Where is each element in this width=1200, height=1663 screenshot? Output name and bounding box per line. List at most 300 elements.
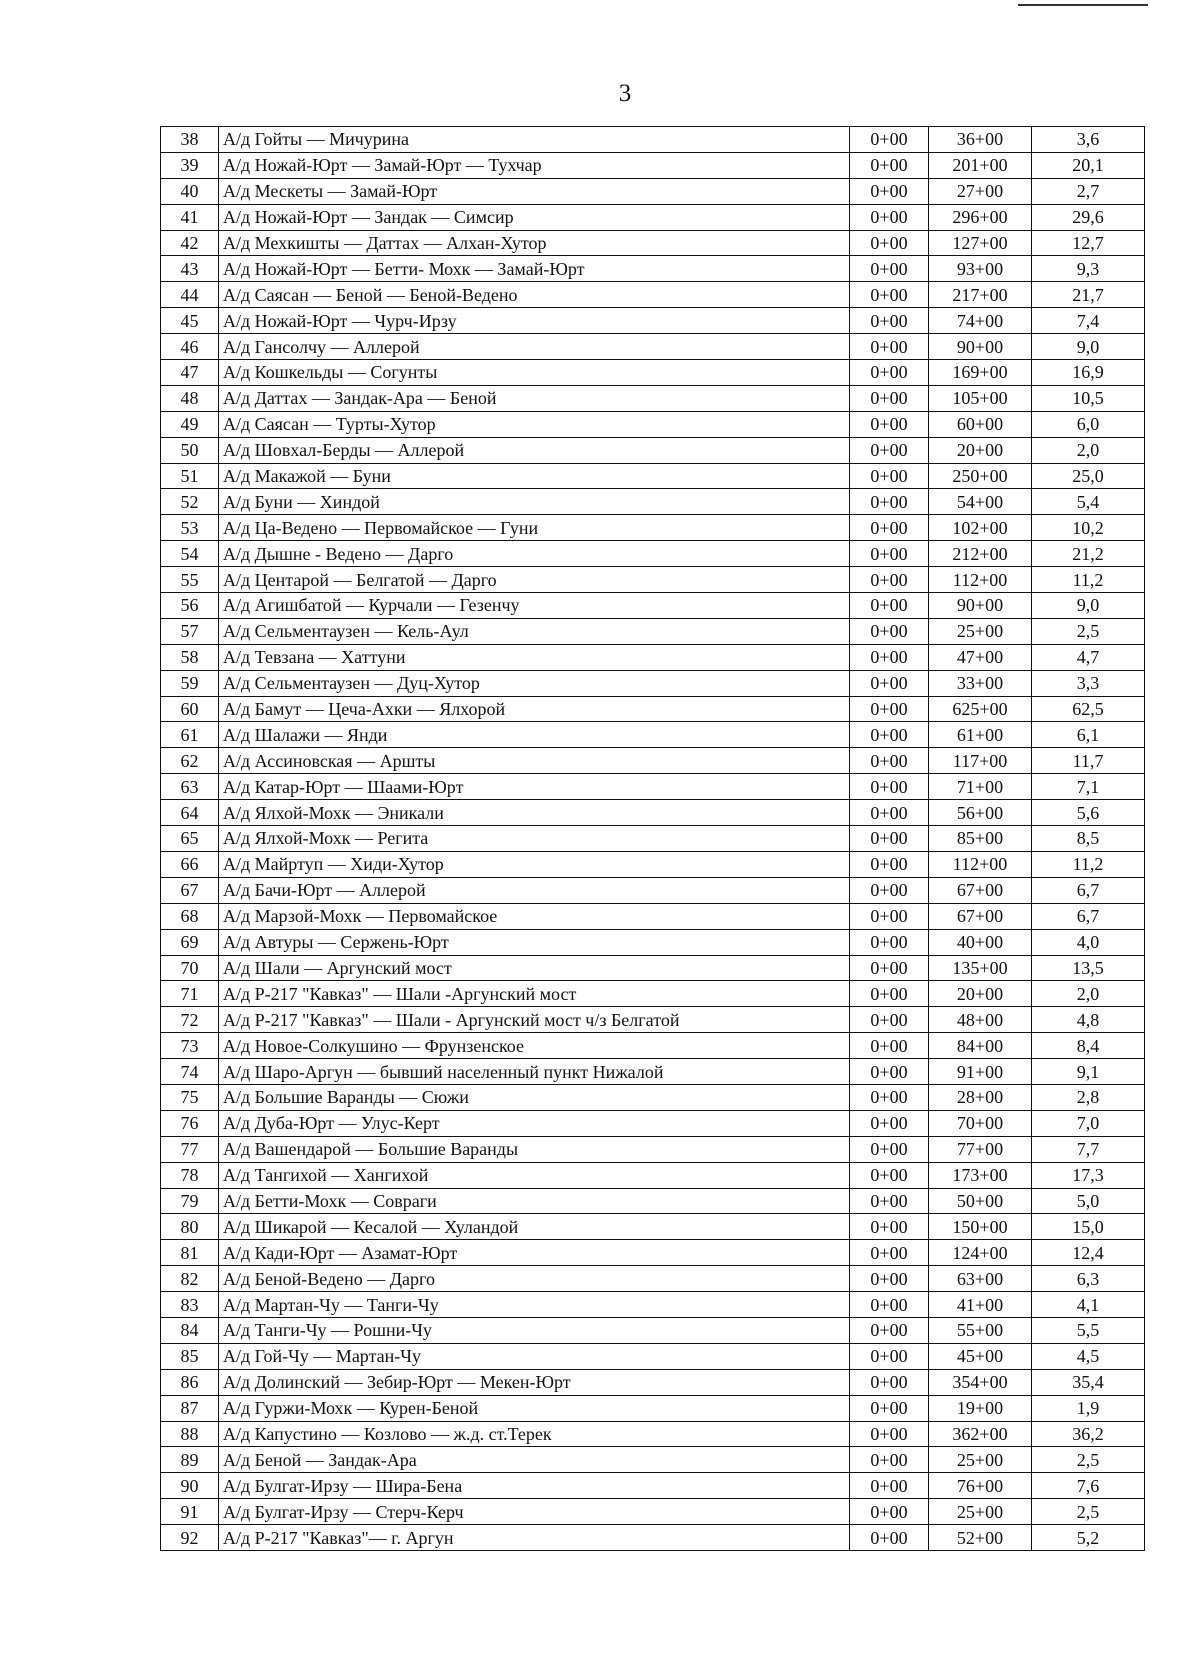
length-km: 9,1 <box>1032 1059 1145 1085</box>
row-number: 89 <box>161 1447 219 1473</box>
length-km: 10,2 <box>1032 515 1145 541</box>
road-name: А/д Бачи-Юрт — Аллерой <box>219 877 850 903</box>
road-name: А/д Гуржи-Мохк — Курен-Беной <box>219 1395 850 1421</box>
road-name: А/д Агишбатой — Курчали — Гезенчу <box>219 593 850 619</box>
end-km: 77+00 <box>929 1136 1032 1162</box>
start-km: 0+00 <box>850 178 929 204</box>
road-name: А/д Ножай-Юрт — Зандак — Симсир <box>219 204 850 230</box>
row-number: 52 <box>161 489 219 515</box>
row-number: 80 <box>161 1214 219 1240</box>
road-name: А/д Марзой-Мохк — Первомайское <box>219 903 850 929</box>
end-km: 50+00 <box>929 1188 1032 1214</box>
row-number: 61 <box>161 722 219 748</box>
table-row <box>161 670 1145 696</box>
row-number: 81 <box>161 1240 219 1266</box>
row-number: 40 <box>161 178 219 204</box>
row-number: 72 <box>161 1007 219 1033</box>
end-km: 124+00 <box>929 1240 1032 1266</box>
length-km: 2,5 <box>1032 618 1145 644</box>
start-km: 0+00 <box>850 385 929 411</box>
table-row <box>161 178 1145 204</box>
start-km: 0+00 <box>850 593 929 619</box>
table-row <box>161 1214 1145 1240</box>
length-km: 20,1 <box>1032 152 1145 178</box>
row-number: 50 <box>161 437 219 463</box>
length-km: 4,1 <box>1032 1292 1145 1318</box>
row-number: 91 <box>161 1499 219 1525</box>
start-km: 0+00 <box>850 929 929 955</box>
table-row <box>161 1162 1145 1188</box>
start-km: 0+00 <box>850 1525 929 1551</box>
start-km: 0+00 <box>850 696 929 722</box>
length-km: 16,9 <box>1032 360 1145 386</box>
road-name: А/д Дышне - Ведено — Дарго <box>219 541 850 567</box>
row-number: 87 <box>161 1395 219 1421</box>
row-number: 67 <box>161 877 219 903</box>
length-km: 21,7 <box>1032 282 1145 308</box>
end-km: 71+00 <box>929 774 1032 800</box>
end-km: 52+00 <box>929 1525 1032 1551</box>
table-row <box>161 826 1145 852</box>
row-number: 43 <box>161 256 219 282</box>
end-km: 362+00 <box>929 1421 1032 1447</box>
end-km: 90+00 <box>929 593 1032 619</box>
row-number: 68 <box>161 903 219 929</box>
row-number: 46 <box>161 334 219 360</box>
end-km: 63+00 <box>929 1266 1032 1292</box>
start-km: 0+00 <box>850 1317 929 1343</box>
row-number: 58 <box>161 644 219 670</box>
end-km: 45+00 <box>929 1343 1032 1369</box>
row-number: 59 <box>161 670 219 696</box>
length-km: 11,2 <box>1032 567 1145 593</box>
end-km: 250+00 <box>929 463 1032 489</box>
start-km: 0+00 <box>850 670 929 696</box>
start-km: 0+00 <box>850 903 929 929</box>
table-row <box>161 360 1145 386</box>
road-name: А/д Бамут — Цеча-Ахки — Ялхорой <box>219 696 850 722</box>
table-row <box>161 903 1145 929</box>
table-row <box>161 1421 1145 1447</box>
row-number: 47 <box>161 360 219 386</box>
table-row <box>161 774 1145 800</box>
end-km: 169+00 <box>929 360 1032 386</box>
road-name: А/д Ножай-Юрт — Замай-Юрт — Тухчар <box>219 152 850 178</box>
start-km: 0+00 <box>850 1343 929 1369</box>
table-row <box>161 152 1145 178</box>
end-km: 173+00 <box>929 1162 1032 1188</box>
road-name: А/д Центарой — Белгатой — Дарго <box>219 567 850 593</box>
end-km: 112+00 <box>929 567 1032 593</box>
road-name: А/д Ассиновская — Аршты <box>219 748 850 774</box>
start-km: 0+00 <box>850 437 929 463</box>
page-number: 3 <box>618 80 632 107</box>
start-km: 0+00 <box>850 541 929 567</box>
row-number: 57 <box>161 618 219 644</box>
start-km: 0+00 <box>850 722 929 748</box>
road-name: А/д Р-217 "Кавказ" — Шали -Аргунский мост <box>219 981 850 1007</box>
table-row <box>161 463 1145 489</box>
end-km: 28+00 <box>929 1084 1032 1110</box>
roads-table <box>160 126 1145 1551</box>
row-number: 45 <box>161 308 219 334</box>
road-name: А/д Тевзана — Хаттуни <box>219 644 850 670</box>
end-km: 354+00 <box>929 1369 1032 1395</box>
end-km: 135+00 <box>929 955 1032 981</box>
row-number: 69 <box>161 929 219 955</box>
length-km: 5,2 <box>1032 1525 1145 1551</box>
start-km: 0+00 <box>850 411 929 437</box>
start-km: 0+00 <box>850 644 929 670</box>
length-km: 5,5 <box>1032 1317 1145 1343</box>
row-number: 77 <box>161 1136 219 1162</box>
end-km: 74+00 <box>929 308 1032 334</box>
length-km: 9,0 <box>1032 334 1145 360</box>
length-km: 5,6 <box>1032 800 1145 826</box>
road-name: А/д Катар-Юрт — Шаами-Юрт <box>219 774 850 800</box>
table-row <box>161 334 1145 360</box>
start-km: 0+00 <box>850 1084 929 1110</box>
end-km: 105+00 <box>929 385 1032 411</box>
start-km: 0+00 <box>850 230 929 256</box>
road-name: А/д Капустино — Козлово — ж.д. ст.Терек <box>219 1421 850 1447</box>
table-row <box>161 1369 1145 1395</box>
road-name: А/д Р-217 "Кавказ"— г. Аргун <box>219 1525 850 1551</box>
length-km: 8,4 <box>1032 1033 1145 1059</box>
end-km: 60+00 <box>929 411 1032 437</box>
start-km: 0+00 <box>850 1473 929 1499</box>
end-km: 36+00 <box>929 127 1032 153</box>
length-km: 6,7 <box>1032 903 1145 929</box>
table-row <box>161 1473 1145 1499</box>
start-km: 0+00 <box>850 877 929 903</box>
end-km: 41+00 <box>929 1292 1032 1318</box>
table-row <box>161 1499 1145 1525</box>
table-row <box>161 644 1145 670</box>
end-km: 67+00 <box>929 903 1032 929</box>
length-km: 7,4 <box>1032 308 1145 334</box>
table-row <box>161 1266 1145 1292</box>
table-row <box>161 1317 1145 1343</box>
row-number: 54 <box>161 541 219 567</box>
table-row <box>161 204 1145 230</box>
road-name: А/д Долинский — Зебир-Юрт — Мекен-Юрт <box>219 1369 850 1395</box>
road-name: А/д Новое-Солкушино — Фрунзенское <box>219 1033 850 1059</box>
start-km: 0+00 <box>850 204 929 230</box>
table-row <box>161 696 1145 722</box>
table-row <box>161 256 1145 282</box>
start-km: 0+00 <box>850 1369 929 1395</box>
start-km: 0+00 <box>850 1033 929 1059</box>
start-km: 0+00 <box>850 256 929 282</box>
road-name: А/д Кади-Юрт — Азамат-Юрт <box>219 1240 850 1266</box>
start-km: 0+00 <box>850 1110 929 1136</box>
road-name: А/д Шаро-Аргун — бывший населенный пункт Нижалой <box>219 1059 850 1085</box>
table-row <box>161 593 1145 619</box>
row-number: 75 <box>161 1084 219 1110</box>
start-km: 0+00 <box>850 955 929 981</box>
length-km: 17,3 <box>1032 1162 1145 1188</box>
road-name: А/д Гойты — Мичурина <box>219 127 850 153</box>
end-km: 150+00 <box>929 1214 1032 1240</box>
road-name: А/д Мехкишты — Даттах — Алхан-Хутор <box>219 230 850 256</box>
length-km: 6,7 <box>1032 877 1145 903</box>
end-km: 201+00 <box>929 152 1032 178</box>
end-km: 102+00 <box>929 515 1032 541</box>
end-km: 20+00 <box>929 437 1032 463</box>
row-number: 44 <box>161 282 219 308</box>
end-km: 217+00 <box>929 282 1032 308</box>
start-km: 0+00 <box>850 1240 929 1266</box>
road-name: А/д Беной — Зандак-Ара <box>219 1447 850 1473</box>
table-row <box>161 308 1145 334</box>
row-number: 82 <box>161 1266 219 1292</box>
end-km: 40+00 <box>929 929 1032 955</box>
end-km: 61+00 <box>929 722 1032 748</box>
table-row <box>161 877 1145 903</box>
table-row <box>161 127 1145 153</box>
start-km: 0+00 <box>850 1007 929 1033</box>
road-name: А/д Шалажи — Янди <box>219 722 850 748</box>
road-name: А/д Бетти-Мохк — Совраги <box>219 1188 850 1214</box>
length-km: 35,4 <box>1032 1369 1145 1395</box>
end-km: 91+00 <box>929 1059 1032 1085</box>
length-km: 2,5 <box>1032 1447 1145 1473</box>
length-km: 11,2 <box>1032 851 1145 877</box>
end-km: 90+00 <box>929 334 1032 360</box>
table-row <box>161 1136 1145 1162</box>
row-number: 90 <box>161 1473 219 1499</box>
row-number: 55 <box>161 567 219 593</box>
road-name: А/д Ца-Ведено — Первомайское — Гуни <box>219 515 850 541</box>
road-name: А/д Шали — Аргунский мост <box>219 955 850 981</box>
road-name: А/д Майртуп — Хиди-Хутор <box>219 851 850 877</box>
start-km: 0+00 <box>850 282 929 308</box>
row-number: 49 <box>161 411 219 437</box>
row-number: 73 <box>161 1033 219 1059</box>
start-km: 0+00 <box>850 826 929 852</box>
end-km: 76+00 <box>929 1473 1032 1499</box>
end-km: 20+00 <box>929 981 1032 1007</box>
road-name: А/д Р-217 "Кавказ" — Шали - Аргунский мост ч/з Белгатой <box>219 1007 850 1033</box>
start-km: 0+00 <box>850 567 929 593</box>
length-km: 25,0 <box>1032 463 1145 489</box>
length-km: 6,3 <box>1032 1266 1145 1292</box>
table-row <box>161 1110 1145 1136</box>
end-km: 25+00 <box>929 618 1032 644</box>
road-name: А/д Саясан — Турты-Хутор <box>219 411 850 437</box>
table-row <box>161 1188 1145 1214</box>
length-km: 15,0 <box>1032 1214 1145 1240</box>
road-name: А/д Даттах — Зандак-Ара — Беной <box>219 385 850 411</box>
table-row <box>161 515 1145 541</box>
end-km: 47+00 <box>929 644 1032 670</box>
table-row <box>161 618 1145 644</box>
length-km: 11,7 <box>1032 748 1145 774</box>
row-number: 38 <box>161 127 219 153</box>
road-name: А/д Макажой — Буни <box>219 463 850 489</box>
start-km: 0+00 <box>850 1395 929 1421</box>
road-name: А/д Гой-Чу — Мартан-Чу <box>219 1343 850 1369</box>
row-number: 56 <box>161 593 219 619</box>
start-km: 0+00 <box>850 360 929 386</box>
road-name: А/д Гансолчу — Аллерой <box>219 334 850 360</box>
table-row <box>161 282 1145 308</box>
length-km: 4,5 <box>1032 1343 1145 1369</box>
start-km: 0+00 <box>850 1421 929 1447</box>
length-km: 9,3 <box>1032 256 1145 282</box>
row-number: 51 <box>161 463 219 489</box>
length-km: 3,3 <box>1032 670 1145 696</box>
start-km: 0+00 <box>850 463 929 489</box>
end-km: 212+00 <box>929 541 1032 567</box>
table-row <box>161 722 1145 748</box>
start-km: 0+00 <box>850 1136 929 1162</box>
start-km: 0+00 <box>850 1059 929 1085</box>
row-number: 62 <box>161 748 219 774</box>
end-km: 70+00 <box>929 1110 1032 1136</box>
table-row <box>161 1007 1145 1033</box>
start-km: 0+00 <box>850 308 929 334</box>
row-number: 65 <box>161 826 219 852</box>
table-row <box>161 1240 1145 1266</box>
length-km: 4,7 <box>1032 644 1145 670</box>
row-number: 53 <box>161 515 219 541</box>
row-number: 42 <box>161 230 219 256</box>
length-km: 2,7 <box>1032 178 1145 204</box>
start-km: 0+00 <box>850 748 929 774</box>
end-km: 112+00 <box>929 851 1032 877</box>
row-number: 71 <box>161 981 219 1007</box>
length-km: 7,7 <box>1032 1136 1145 1162</box>
end-km: 54+00 <box>929 489 1032 515</box>
row-number: 79 <box>161 1188 219 1214</box>
row-number: 84 <box>161 1317 219 1343</box>
road-name: А/д Ялхой-Мохк — Эникали <box>219 800 850 826</box>
length-km: 4,0 <box>1032 929 1145 955</box>
row-number: 60 <box>161 696 219 722</box>
row-number: 41 <box>161 204 219 230</box>
table-row <box>161 567 1145 593</box>
start-km: 0+00 <box>850 618 929 644</box>
length-km: 3,6 <box>1032 127 1145 153</box>
end-km: 19+00 <box>929 1395 1032 1421</box>
road-name: А/д Булгат-Ирзу — Стерч-Керч <box>219 1499 850 1525</box>
length-km: 1,9 <box>1032 1395 1145 1421</box>
road-name: А/д Мартан-Чу — Танги-Чу <box>219 1292 850 1318</box>
end-km: 93+00 <box>929 256 1032 282</box>
end-km: 55+00 <box>929 1317 1032 1343</box>
table-row <box>161 981 1145 1007</box>
table-row <box>161 1343 1145 1369</box>
start-km: 0+00 <box>850 334 929 360</box>
table-row <box>161 955 1145 981</box>
end-km: 67+00 <box>929 877 1032 903</box>
table-row <box>161 385 1145 411</box>
start-km: 0+00 <box>850 127 929 153</box>
end-km: 117+00 <box>929 748 1032 774</box>
row-number: 66 <box>161 851 219 877</box>
table-row <box>161 1525 1145 1551</box>
end-km: 25+00 <box>929 1447 1032 1473</box>
end-km: 625+00 <box>929 696 1032 722</box>
row-number: 85 <box>161 1343 219 1369</box>
road-name: А/д Шовхал-Берды — Аллерой <box>219 437 850 463</box>
road-name: А/д Танги-Чу — Рошни-Чу <box>219 1317 850 1343</box>
start-km: 0+00 <box>850 152 929 178</box>
end-km: 25+00 <box>929 1499 1032 1525</box>
table-row <box>161 541 1145 567</box>
start-km: 0+00 <box>850 800 929 826</box>
length-km: 13,5 <box>1032 955 1145 981</box>
table-row <box>161 1059 1145 1085</box>
header-rule <box>1018 4 1148 6</box>
start-km: 0+00 <box>850 851 929 877</box>
road-name: А/д Ялхой-Мохк — Регита <box>219 826 850 852</box>
roads-table-body <box>161 127 1145 1551</box>
start-km: 0+00 <box>850 515 929 541</box>
row-number: 74 <box>161 1059 219 1085</box>
end-km: 85+00 <box>929 826 1032 852</box>
length-km: 9,0 <box>1032 593 1145 619</box>
length-km: 7,6 <box>1032 1473 1145 1499</box>
table-row <box>161 1033 1145 1059</box>
start-km: 0+00 <box>850 1266 929 1292</box>
length-km: 4,8 <box>1032 1007 1145 1033</box>
table-row <box>161 1292 1145 1318</box>
road-name: А/д Тангихой — Хангихой <box>219 1162 850 1188</box>
table-row <box>161 1447 1145 1473</box>
row-number: 88 <box>161 1421 219 1447</box>
table-row <box>161 929 1145 955</box>
length-km: 7,0 <box>1032 1110 1145 1136</box>
table-row <box>161 748 1145 774</box>
road-name: А/д Булгат-Ирзу — Шира-Бена <box>219 1473 850 1499</box>
length-km: 2,0 <box>1032 437 1145 463</box>
row-number: 48 <box>161 385 219 411</box>
road-name: А/д Автуры — Сержень-Юрт <box>219 929 850 955</box>
start-km: 0+00 <box>850 981 929 1007</box>
length-km: 62,5 <box>1032 696 1145 722</box>
length-km: 2,0 <box>1032 981 1145 1007</box>
table-row <box>161 1084 1145 1110</box>
table-row <box>161 851 1145 877</box>
row-number: 39 <box>161 152 219 178</box>
row-number: 63 <box>161 774 219 800</box>
table-row <box>161 411 1145 437</box>
length-km: 12,7 <box>1032 230 1145 256</box>
end-km: 27+00 <box>929 178 1032 204</box>
row-number: 76 <box>161 1110 219 1136</box>
end-km: 84+00 <box>929 1033 1032 1059</box>
start-km: 0+00 <box>850 489 929 515</box>
start-km: 0+00 <box>850 1162 929 1188</box>
row-number: 70 <box>161 955 219 981</box>
road-name: А/д Ножай-Юрт — Чурч-Ирзу <box>219 308 850 334</box>
end-km: 127+00 <box>929 230 1032 256</box>
length-km: 6,1 <box>1032 722 1145 748</box>
road-name: А/д Вашендарой — Большие Варанды <box>219 1136 850 1162</box>
table-row <box>161 230 1145 256</box>
length-km: 8,5 <box>1032 826 1145 852</box>
length-km: 5,4 <box>1032 489 1145 515</box>
table-row <box>161 1395 1145 1421</box>
end-km: 296+00 <box>929 204 1032 230</box>
road-name: А/д Сельментаузен — Дуц-Хутор <box>219 670 850 696</box>
end-km: 48+00 <box>929 1007 1032 1033</box>
road-name: А/д Кошкельды — Согунты <box>219 360 850 386</box>
start-km: 0+00 <box>850 1214 929 1240</box>
